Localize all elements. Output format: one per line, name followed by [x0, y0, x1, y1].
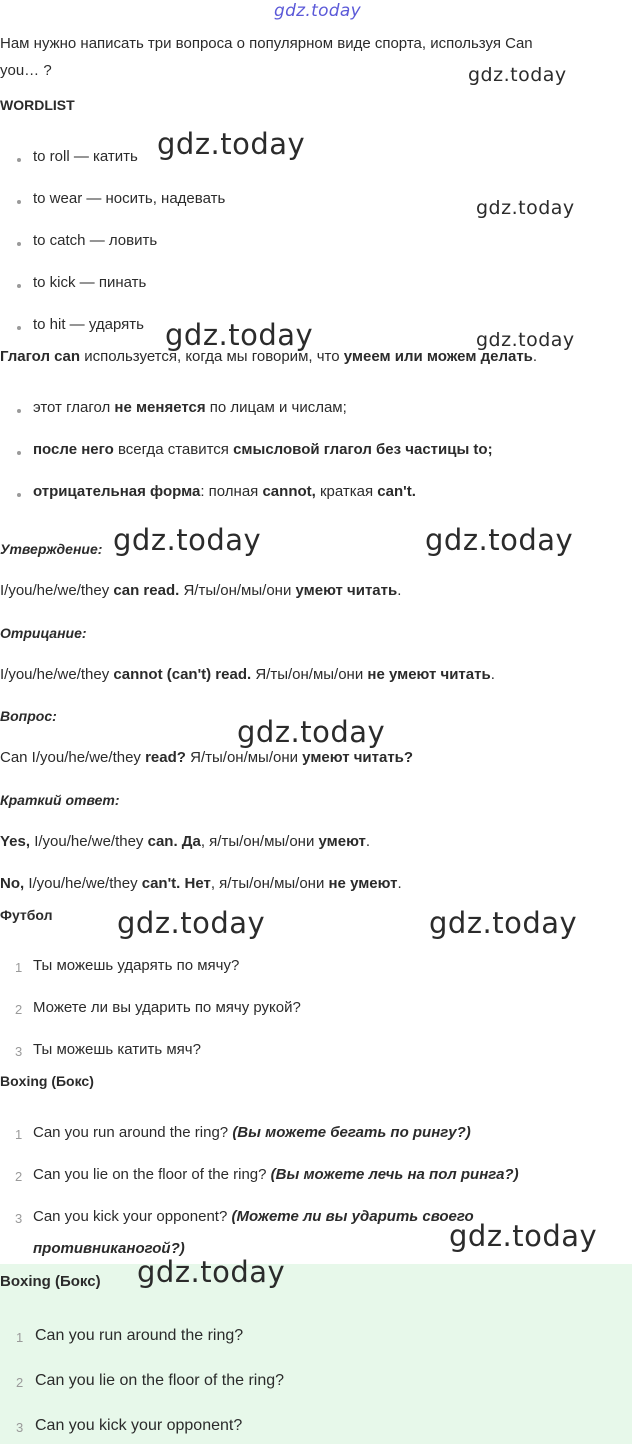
- example-text: No,: [0, 875, 25, 892]
- list-number: 3: [16, 1420, 24, 1435]
- bullet: [17, 409, 21, 413]
- bullet: [17, 284, 21, 288]
- list-item: Ты можешь ударять по мячу?: [33, 957, 240, 974]
- bullet: [17, 242, 21, 246]
- rule-text: всегда ставится: [113, 441, 234, 458]
- list-item: to hit — ударять: [33, 316, 144, 333]
- list-item: Can you kick your opponent?: [35, 1417, 243, 1434]
- list-number: 2: [16, 1375, 24, 1390]
- example-text: умеют читать?: [302, 749, 414, 766]
- question-example: [0, 749, 413, 766]
- question-en: Can you run around the ring?: [33, 1124, 233, 1141]
- rule-text: краткая: [315, 483, 378, 500]
- watermark: gdz.today: [113, 523, 262, 557]
- question-ru: (Вы можете бегать по рингу?): [232, 1124, 471, 1141]
- example-text: Да: [177, 833, 201, 850]
- list-number: 2: [15, 1169, 23, 1184]
- question-label: Вопрос:: [0, 708, 57, 724]
- list-item: [33, 1124, 471, 1141]
- watermark: gdz.today: [237, 715, 386, 749]
- rule-text: can't.: [377, 483, 416, 500]
- example-text: Нет: [180, 875, 211, 892]
- watermark: gdz.today: [165, 318, 314, 352]
- list-item: Can you lie on the floor of the ring?: [35, 1372, 285, 1389]
- grammar-s3: используется, когда мы говорим, что: [80, 348, 344, 365]
- list-item: Can you run around the ring?: [35, 1327, 244, 1344]
- example-text: Я/ты/он/мы/они: [179, 582, 296, 599]
- intro-line-1: Нам нужно написать три вопроса о популярном виде спорта, используя Can: [0, 35, 533, 52]
- rule-item: [33, 399, 347, 416]
- question-en: Can you lie on the floor of the ring?: [33, 1166, 271, 1183]
- watermark: gdz.today: [425, 523, 574, 557]
- example-text: I/you/he/we/they: [0, 582, 114, 599]
- watermark: gdz.today: [468, 64, 567, 86]
- example-text: не умеют: [328, 875, 398, 892]
- list-number: 1: [15, 960, 23, 975]
- negative-example: [0, 666, 495, 683]
- list-item: to kick — пинать: [33, 274, 147, 291]
- example-text: Я/ты/он/мы/они: [185, 749, 303, 766]
- watermark: gdz.today: [476, 329, 575, 351]
- example-text: I/you/he/we/they: [0, 666, 114, 683]
- intro-line-2: you… ?: [0, 62, 52, 79]
- question-en: Can you kick your opponent?: [33, 1208, 232, 1225]
- grammar-s2: can: [54, 348, 81, 365]
- wordlist-title: WORDLIST: [0, 97, 75, 113]
- example-text: .: [397, 582, 402, 599]
- example-text: .: [365, 833, 371, 850]
- bullet: [17, 200, 21, 204]
- example-text: умеют читать: [295, 582, 398, 599]
- question-ru: (Можете ли вы ударить своего: [231, 1208, 474, 1225]
- example-text: read?: [145, 749, 186, 766]
- watermark: gdz.today: [476, 197, 575, 219]
- example-text: I/you/he/we/they: [30, 833, 148, 850]
- grammar-s4: умеем или можем делать: [343, 348, 533, 365]
- example-text: .: [490, 666, 495, 683]
- watermark: gdz.today: [137, 1255, 286, 1289]
- rule-text: : полная: [200, 483, 263, 500]
- watermark: gdz.today: [157, 127, 306, 161]
- example-text: Я/ты/он/мы/они: [251, 666, 368, 683]
- rule-text: этот глагол: [33, 399, 115, 416]
- rule-text: смысловой глагол без частицы to;: [233, 441, 493, 458]
- affirmative-label: Утверждение:: [0, 541, 103, 557]
- rule-text: cannot,: [262, 483, 316, 500]
- example-text: не умеют читать: [367, 666, 491, 683]
- example-text: Yes,: [0, 833, 31, 850]
- list-item: [33, 1208, 474, 1225]
- short-answer-label: Краткий ответ:: [0, 792, 120, 808]
- rule-item: [33, 483, 416, 500]
- list-number: 3: [15, 1044, 23, 1059]
- answer-title: Boxing (Бокс): [0, 1273, 101, 1290]
- question-ru: (Вы можете лечь на пол ринга?): [270, 1166, 519, 1183]
- list-number: 3: [15, 1211, 23, 1226]
- rule-text: не меняется: [114, 399, 206, 416]
- example-text: can read.: [113, 582, 180, 599]
- list-item: to catch — ловить: [33, 232, 158, 249]
- short-answer-no: [0, 875, 402, 892]
- example-text: , я/ты/он/мы/они: [200, 833, 319, 850]
- example-text: cannot (can't) read.: [113, 666, 252, 683]
- watermark: gdz.today: [449, 1219, 598, 1253]
- grammar-s1: Глагол: [0, 348, 55, 365]
- site-logo[interactable]: gdz.today: [274, 1, 361, 21]
- football-title: Футбол: [0, 907, 53, 923]
- rule-text: по лицам и числам;: [205, 399, 347, 416]
- list-number: 1: [15, 1127, 23, 1142]
- list-item: [33, 1166, 519, 1183]
- bullet: [17, 451, 21, 455]
- short-answer-yes: [0, 833, 370, 850]
- list-item: to roll — катить: [33, 148, 138, 165]
- example-text: .: [397, 875, 402, 892]
- rule-text: отрицательная форма: [33, 483, 201, 500]
- watermark: gdz.today: [117, 906, 266, 940]
- list-item: Можете ли вы ударить по мячу рукой?: [33, 999, 301, 1016]
- affirmative-example: [0, 582, 401, 599]
- list-number: 1: [16, 1330, 24, 1345]
- bullet: [17, 493, 21, 497]
- example-text: I/you/he/we/they: [24, 875, 142, 892]
- list-item: to wear — носить, надевать: [33, 190, 226, 207]
- boxing-title: Boxing (Бокс): [0, 1073, 94, 1089]
- grammar-s5: .: [532, 348, 538, 365]
- example-text: can.: [147, 833, 178, 850]
- list-item: Ты можешь катить мяч?: [33, 1041, 201, 1058]
- bullet: [17, 326, 21, 330]
- bullet: [17, 158, 21, 162]
- example-text: can't.: [141, 875, 181, 892]
- rule-text: после него: [33, 441, 114, 458]
- list-number: 2: [15, 1002, 23, 1017]
- watermark: gdz.today: [429, 906, 578, 940]
- list-item-continuation: противниканогой?): [33, 1240, 185, 1257]
- rule-item: [33, 441, 493, 458]
- example-text: умеют: [318, 833, 366, 850]
- negative-label: Отрицание:: [0, 625, 87, 641]
- example-text: , я/ты/он/мы/они: [210, 875, 329, 892]
- example-text: Can I/you/he/we/they: [0, 749, 146, 766]
